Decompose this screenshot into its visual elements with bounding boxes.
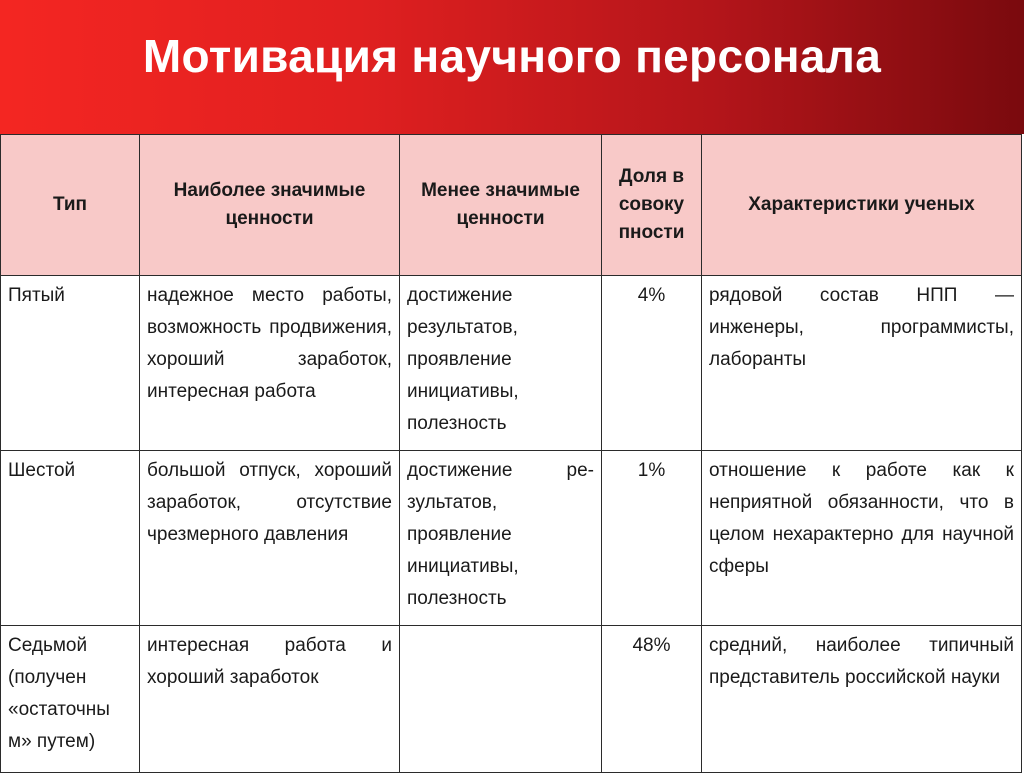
cell-type: Пятый	[1, 276, 140, 451]
cell-traits: средний, наиболее типичный представитель российской науки	[702, 626, 1022, 773]
cell-share: 48%	[602, 626, 702, 773]
table-header-row	[1, 135, 1022, 276]
cell-most-values: надежное место работы, возможность продвижения, хороший заработок, интересная работа	[140, 276, 400, 451]
header-most-values: Наиболее значимые ценности	[140, 135, 400, 276]
cell-less-values: достижение результатов, проявление инициативы, полезность	[400, 276, 602, 451]
title-banner	[0, 0, 1024, 134]
cell-traits: рядовой состав НПП — инженеры, программисты, лаборанты	[702, 276, 1022, 451]
cell-less-values	[400, 626, 602, 773]
motivation-table	[0, 134, 1022, 773]
header-traits: Характеристики ученых	[702, 135, 1022, 276]
header-type: Тип	[1, 135, 140, 276]
cell-most-values: большой отпуск, хороший заработок, отсутствие чрезмерного давления	[140, 451, 400, 626]
cell-less-values: достижение ре-зультатов, проявление инициативы, полезность	[400, 451, 602, 626]
table-row	[1, 276, 1022, 451]
cell-traits: отношение к работе как к неприятной обязанности, что в целом нехарактерно для научной сферы	[702, 451, 1022, 626]
header-less-values: Менее значимые ценности	[400, 135, 602, 276]
header-share: Доля в совоку пности	[602, 135, 702, 276]
cell-share: 4%	[602, 276, 702, 451]
slide-title: Мотивация научного персонала	[142, 30, 882, 82]
cell-share: 1%	[602, 451, 702, 626]
table-row	[1, 451, 1022, 626]
cell-type: Седьмой (получен «остаточны м» путем)	[1, 626, 140, 773]
table-row	[1, 626, 1022, 773]
cell-most-values: интересная работа и хороший заработок	[140, 626, 400, 773]
cell-type: Шестой	[1, 451, 140, 626]
